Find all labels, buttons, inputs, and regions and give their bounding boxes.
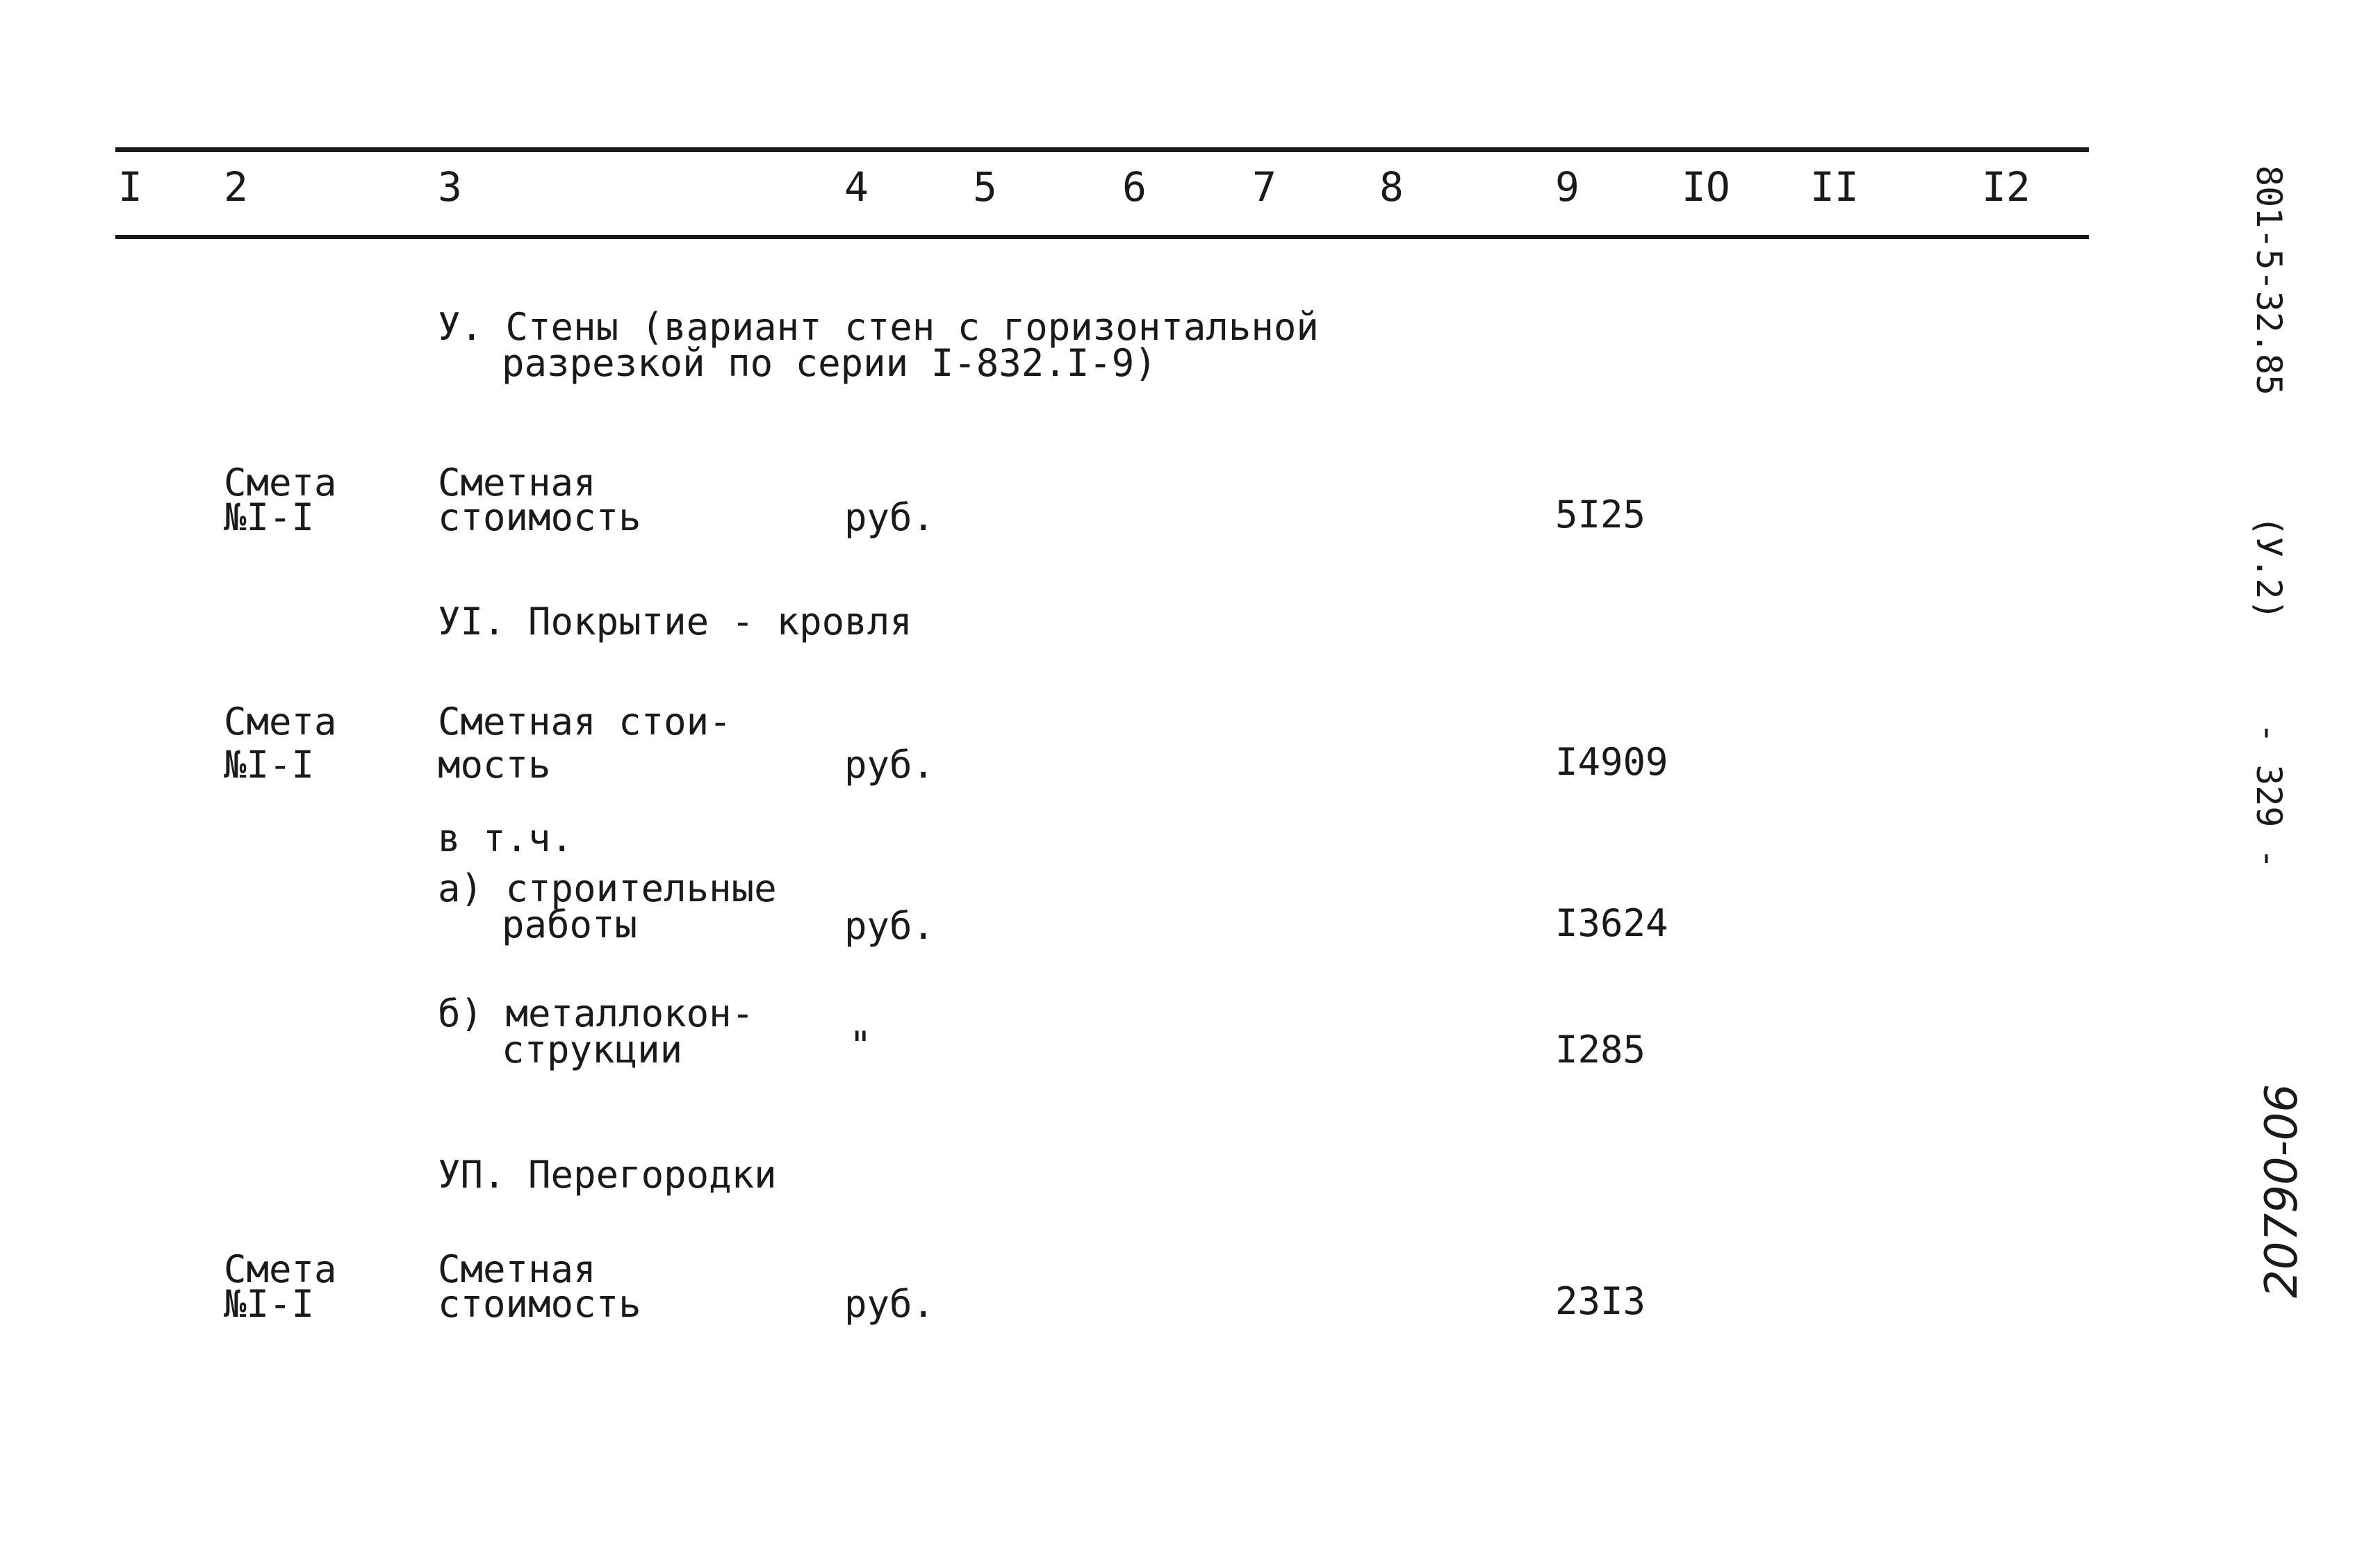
- sub-item-a-value: I3624: [1555, 901, 1668, 945]
- cost-value: 5I25: [1555, 493, 1646, 536]
- column-header-8: 8: [1379, 163, 1404, 211]
- column-header-5: 5: [973, 163, 997, 211]
- item-name: Сметная: [438, 1247, 596, 1291]
- sub-item-b: б) металлокон-: [438, 992, 755, 1035]
- header-bottom-rule: [115, 235, 2089, 239]
- section-reference: (У.2): [2249, 516, 2289, 621]
- header-top-rule: [115, 147, 2089, 152]
- cost-value: 23I3: [1555, 1279, 1646, 1323]
- unit: руб.: [844, 743, 935, 787]
- estimate-number: №I-I: [224, 743, 315, 787]
- estimate-label: Смета: [224, 1247, 337, 1291]
- section-title: УI. Покрытие - кровля: [438, 600, 912, 643]
- column-header-4: 4: [844, 163, 869, 211]
- estimate-number: №I-I: [224, 1282, 315, 1326]
- column-header-9: 9: [1555, 163, 1579, 211]
- sub-item-a: а) строительные: [438, 867, 777, 910]
- column-header-11: II: [1810, 163, 1859, 211]
- cost-value: I4909: [1555, 740, 1668, 784]
- sub-item-a-unit: руб.: [844, 904, 935, 948]
- column-header-10: IO: [1682, 163, 1730, 211]
- column-header-3: 3: [438, 163, 462, 211]
- item-name-continued: стоимость: [438, 1282, 641, 1326]
- item-name: Сметная стои-: [438, 700, 732, 744]
- unit: руб.: [844, 495, 935, 539]
- document-code: 801-5-32.85: [2249, 165, 2289, 396]
- column-header-12: I2: [1982, 163, 2030, 211]
- item-name-continued: мость: [438, 743, 551, 787]
- section-title: У. Стены (вариант стен с горизонтальной: [438, 305, 1319, 349]
- column-header-6: 6: [1122, 163, 1147, 211]
- unit: руб.: [844, 1282, 935, 1326]
- estimate-number: №I-I: [224, 495, 315, 539]
- section-title-continued: разрезкой по серии I-832.I-9): [502, 341, 1157, 385]
- page-number: - 329 -: [2249, 723, 2289, 869]
- column-header-2: 2: [224, 163, 248, 211]
- sub-item-a-continued: работы: [502, 903, 638, 946]
- sub-item-b-continued: струкции: [502, 1028, 683, 1072]
- including-label: в т.ч.: [438, 816, 574, 860]
- estimate-label: Смета: [224, 700, 337, 744]
- item-name-continued: стоимость: [438, 495, 641, 539]
- estimate-label: Смета: [224, 461, 337, 504]
- archive-number: 20790-06: [2256, 1083, 2308, 1298]
- sub-item-b-value: I285: [1555, 1028, 1646, 1072]
- column-header-7: 7: [1252, 163, 1277, 211]
- column-header-1: I: [118, 163, 142, 211]
- sub-item-b-unit: ": [849, 1024, 872, 1067]
- item-name: Сметная: [438, 461, 596, 504]
- section-title: УП. Перегородки: [438, 1153, 777, 1197]
